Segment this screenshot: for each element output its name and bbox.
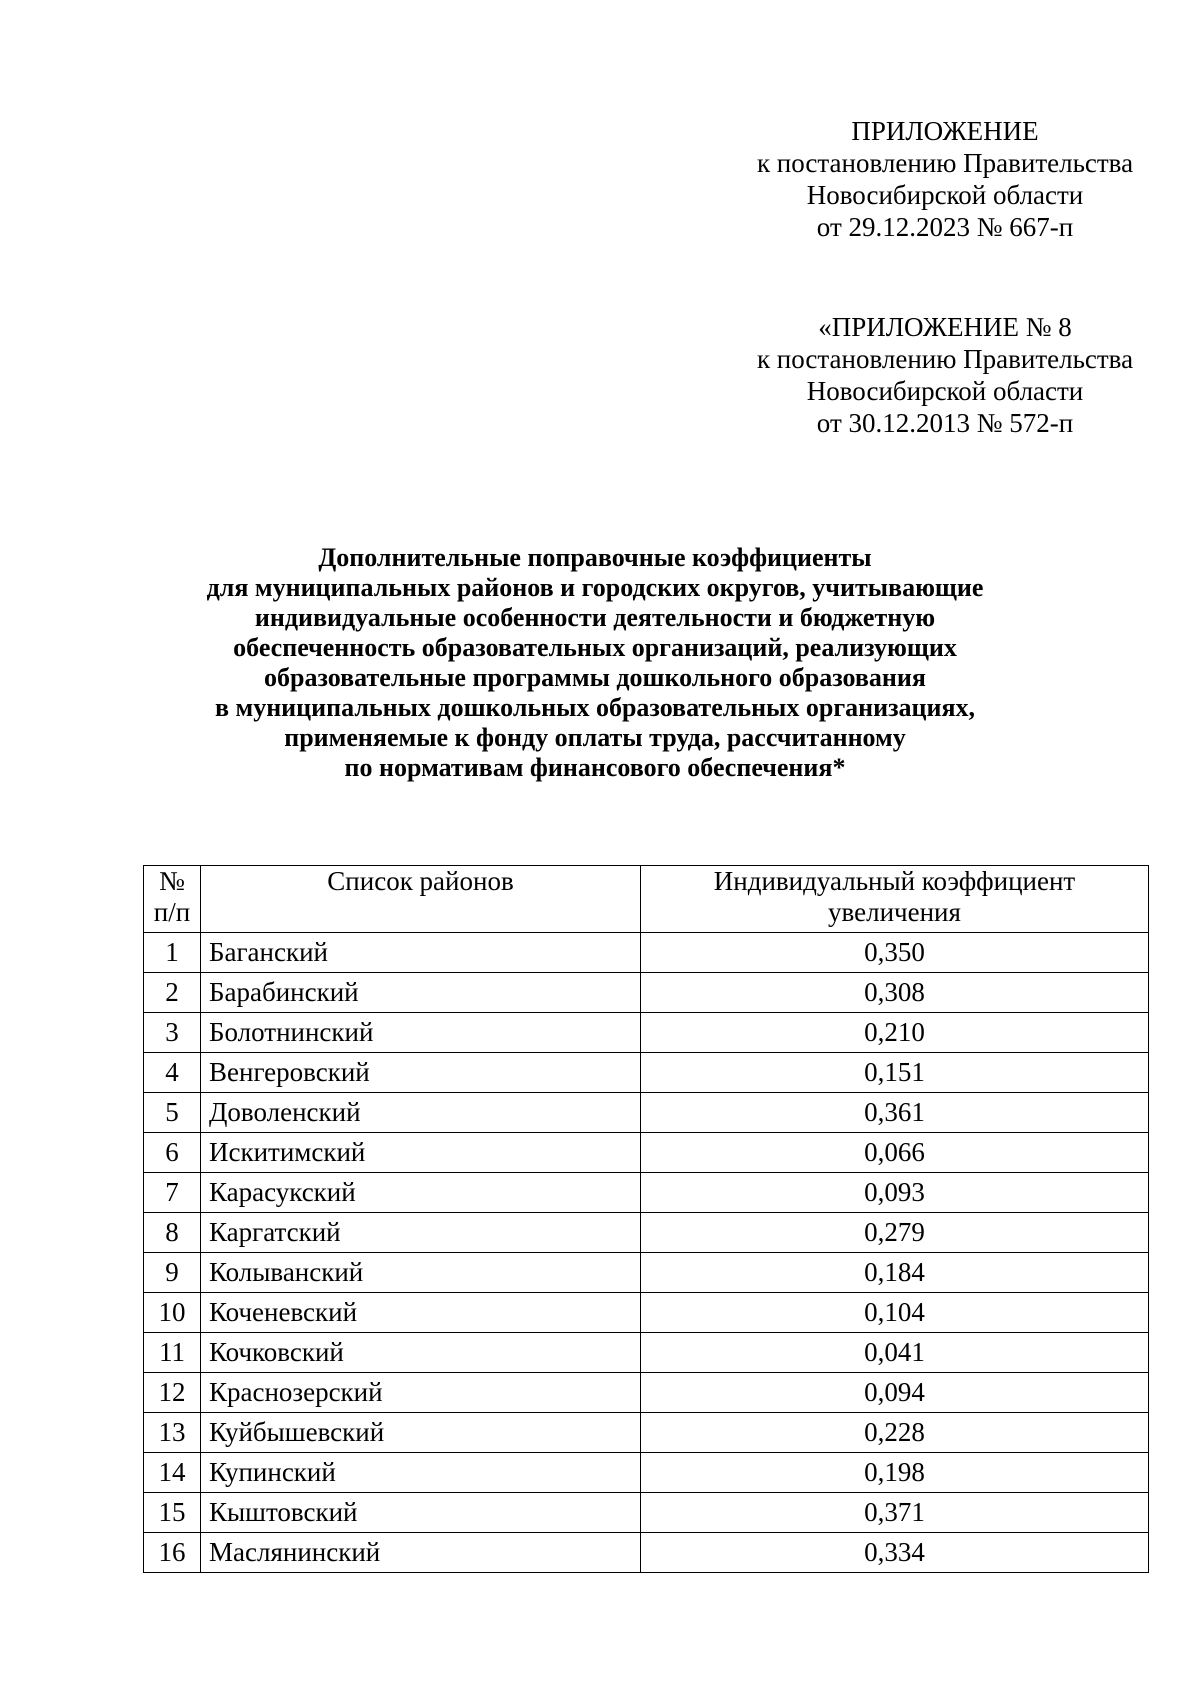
appendix-resolution-ref: к постановлению Правительства [756, 344, 1134, 374]
table-row [144, 1133, 1149, 1173]
coefficient-cell: 0,210 [641, 1013, 1149, 1053]
title-line: в муниципальных дошкольных образовательных организациях, [214, 693, 976, 722]
appendix-label: ПРИЛОЖЕНИЕ [851, 116, 1039, 146]
table-row [144, 973, 1149, 1013]
district-name-cell: Барабинский [201, 973, 641, 1013]
district-name-cell: Баганский [201, 933, 641, 973]
row-number-cell: 7 [144, 1173, 201, 1213]
coefficient-cell: 0,361 [641, 1093, 1149, 1133]
coefficient-cell: 0,066 [641, 1133, 1149, 1173]
row-number-cell: 2 [144, 973, 201, 1013]
coefficient-cell: 0,334 [641, 1533, 1149, 1573]
column-header-district: Список районов [201, 866, 641, 933]
row-number-cell: 10 [144, 1293, 201, 1333]
district-name-cell: Искитимский [201, 1133, 641, 1173]
row-number-cell: 12 [144, 1373, 201, 1413]
row-number-cell: 15 [144, 1493, 201, 1533]
coefficient-cell: 0,350 [641, 933, 1149, 973]
row-number-cell: 4 [144, 1053, 201, 1093]
table-row [144, 1253, 1149, 1293]
appendix-region: Новосибирской области [806, 376, 1084, 406]
district-name-cell: Краснозерский [201, 1373, 641, 1413]
row-number-cell: 8 [144, 1213, 201, 1253]
appendix-resolution-ref: к постановлению Правительства [756, 148, 1134, 178]
appendix-header-original [735, 311, 1155, 439]
appendix-header-current [735, 115, 1155, 243]
table-row [144, 1013, 1149, 1053]
district-name-cell: Колыванский [201, 1253, 641, 1293]
district-name-cell: Каргатский [201, 1213, 641, 1253]
table-row [144, 933, 1149, 973]
table-row [144, 1173, 1149, 1213]
table-row [144, 1053, 1149, 1093]
coefficient-cell: 0,198 [641, 1453, 1149, 1493]
appendix-label: «ПРИЛОЖЕНИЕ № 8 [818, 312, 1072, 342]
row-number-cell: 3 [144, 1013, 201, 1053]
column-header-coefficient [641, 866, 1149, 933]
district-name-cell: Купинский [201, 1453, 641, 1493]
document-title [140, 543, 1050, 783]
appendix-region: Новосибирской области [806, 180, 1084, 210]
table-row [144, 1453, 1149, 1493]
table-row [144, 1533, 1149, 1573]
coefficient-cell: 0,228 [641, 1413, 1149, 1453]
row-number-cell: 14 [144, 1453, 201, 1493]
table-row [144, 1373, 1149, 1413]
row-number-cell: 16 [144, 1533, 201, 1573]
district-name-cell: Кыштовский [201, 1493, 641, 1533]
table-row [144, 1493, 1149, 1533]
appendix-date-number: от 29.12.2023 № 667-п [816, 212, 1074, 242]
district-name-cell: Кочковский [201, 1333, 641, 1373]
row-number-cell: 6 [144, 1133, 201, 1173]
coefficient-cell: 0,184 [641, 1253, 1149, 1293]
title-line: применяемые к фонду оплаты труда, рассчитанному [284, 723, 906, 752]
title-line: индивидуальные особенности деятельности и бюджетную [254, 603, 936, 632]
coefficients-table [143, 865, 1149, 1573]
coefficient-cell: 0,093 [641, 1173, 1149, 1213]
title-line: образовательные программы дошкольного образования [264, 663, 926, 692]
coefficient-cell: 0,104 [641, 1293, 1149, 1333]
district-name-cell: Венгеровский [201, 1053, 641, 1093]
district-name-cell: Коченевский [201, 1293, 641, 1333]
title-line: по нормативам финансового обеспечения* [344, 753, 846, 782]
title-line: Дополнительные поправочные коэффициенты [318, 543, 872, 572]
district-name-cell: Куйбышевский [201, 1413, 641, 1453]
coefficient-cell: 0,041 [641, 1333, 1149, 1373]
title-line: обеспеченность образовательных организаций, реализующих [233, 633, 957, 662]
row-number-cell: 11 [144, 1333, 201, 1373]
header-coefficient-line1: Индивидуальный коэффициент [713, 866, 1076, 896]
table-row [144, 1413, 1149, 1453]
coefficient-cell: 0,308 [641, 973, 1149, 1013]
column-header-number [144, 866, 201, 933]
table-header-row [144, 866, 1149, 933]
row-number-cell: 1 [144, 933, 201, 973]
table-row [144, 1333, 1149, 1373]
row-number-cell: 5 [144, 1093, 201, 1133]
title-line: для муниципальных районов и городских округов, учитывающие [206, 573, 984, 602]
coefficient-cell: 0,151 [641, 1053, 1149, 1093]
header-number-line1: № [159, 866, 185, 896]
district-name-cell: Болотнинский [201, 1013, 641, 1053]
district-name-cell: Маслянинский [201, 1533, 641, 1573]
coefficient-cell: 0,279 [641, 1213, 1149, 1253]
row-number-cell: 13 [144, 1413, 201, 1453]
coefficient-cell: 0,371 [641, 1493, 1149, 1533]
header-number-line2: п/п [153, 897, 191, 927]
district-name-cell: Доволенский [201, 1093, 641, 1133]
table-row [144, 1213, 1149, 1253]
table-row [144, 1093, 1149, 1133]
table-row [144, 1293, 1149, 1333]
coefficient-cell: 0,094 [641, 1373, 1149, 1413]
district-name-cell: Карасукский [201, 1173, 641, 1213]
row-number-cell: 9 [144, 1253, 201, 1293]
appendix-date-number: от 30.12.2013 № 572-п [816, 408, 1074, 438]
header-coefficient-line2: увеличения [828, 897, 961, 927]
